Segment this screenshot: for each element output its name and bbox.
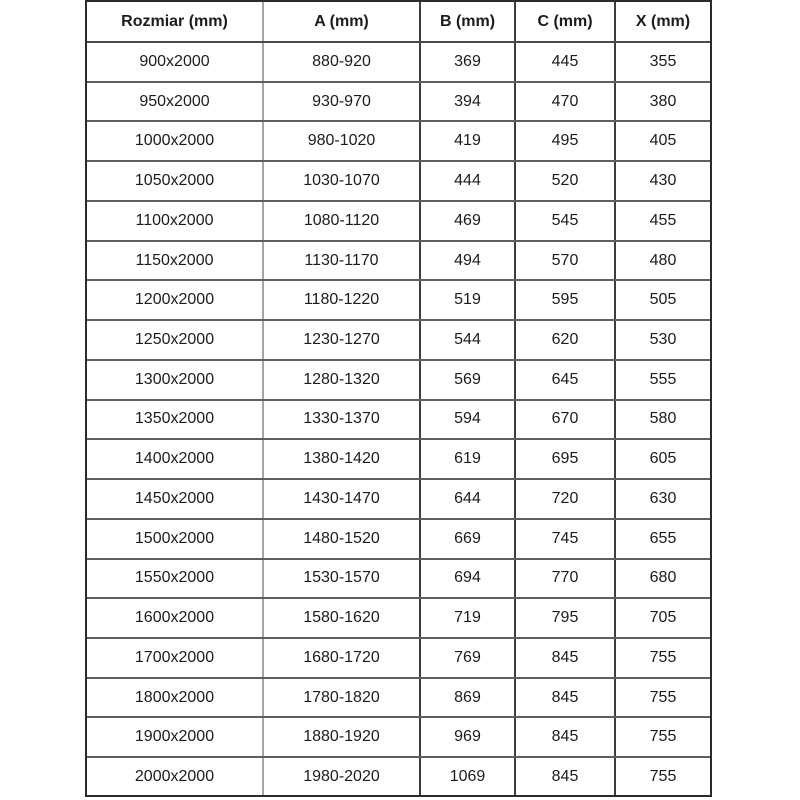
table-row [87,717,710,757]
table-cell: 595 [515,280,615,320]
table-row [87,241,710,281]
table-cell: 1000x2000 [87,121,263,161]
table-cell: 655 [615,519,710,559]
table-cell: 1450x2000 [87,479,263,519]
table-cell: 1900x2000 [87,717,263,757]
table-cell: 580 [615,400,710,440]
table-cell: 969 [420,717,515,757]
header-a: A (mm) [263,2,420,42]
table-row [87,678,710,718]
size-table [87,2,710,795]
table-cell: 1130-1170 [263,241,420,281]
size-table-frame [85,0,712,797]
table-cell: 720 [515,479,615,519]
table-cell: 605 [615,439,710,479]
table-cell: 1780-1820 [263,678,420,718]
table-cell: 630 [615,479,710,519]
table-cell: 694 [420,559,515,599]
table-cell: 670 [515,400,615,440]
table-cell: 544 [420,320,515,360]
table-cell: 480 [615,241,710,281]
table-cell: 695 [515,439,615,479]
table-row [87,439,710,479]
table-row [87,82,710,122]
header-b: B (mm) [420,2,515,42]
table-cell: 1580-1620 [263,598,420,638]
table-cell: 1700x2000 [87,638,263,678]
table-cell: 445 [515,42,615,82]
table-cell: 1050x2000 [87,161,263,201]
table-row [87,559,710,599]
table-row [87,479,710,519]
table-cell: 1150x2000 [87,241,263,281]
table-cell: 594 [420,400,515,440]
table-cell: 444 [420,161,515,201]
table-cell: 619 [420,439,515,479]
table-cell: 355 [615,42,710,82]
table-cell: 669 [420,519,515,559]
header-x: X (mm) [615,2,710,42]
table-cell: 505 [615,280,710,320]
table-cell: 1500x2000 [87,519,263,559]
table-cell: 719 [420,598,515,638]
table-cell: 769 [420,638,515,678]
table-row [87,519,710,559]
table-cell: 1550x2000 [87,559,263,599]
table-row [87,42,710,82]
table-cell: 570 [515,241,615,281]
table-row [87,638,710,678]
table-row [87,201,710,241]
table-cell: 1180-1220 [263,280,420,320]
table-row [87,320,710,360]
header-row [87,2,710,42]
table-cell: 569 [420,360,515,400]
table-cell: 380 [615,82,710,122]
table-cell: 1380-1420 [263,439,420,479]
table-cell: 1800x2000 [87,678,263,718]
table-row [87,280,710,320]
table-cell: 394 [420,82,515,122]
table-cell: 795 [515,598,615,638]
table-cell: 980-1020 [263,121,420,161]
table-cell: 645 [515,360,615,400]
table-row [87,757,710,795]
table-cell: 755 [615,678,710,718]
table-cell: 430 [615,161,710,201]
table-cell: 495 [515,121,615,161]
table-cell: 1069 [420,757,515,795]
table-cell: 755 [615,757,710,795]
table-cell: 419 [420,121,515,161]
table-cell: 1080-1120 [263,201,420,241]
table-cell: 1230-1270 [263,320,420,360]
table-cell: 845 [515,717,615,757]
table-cell: 1400x2000 [87,439,263,479]
table-cell: 1350x2000 [87,400,263,440]
table-cell: 644 [420,479,515,519]
table-cell: 1100x2000 [87,201,263,241]
header-rozmiar: Rozmiar (mm) [87,2,263,42]
table-cell: 1430-1470 [263,479,420,519]
table-cell: 930-970 [263,82,420,122]
table-cell: 1880-1920 [263,717,420,757]
table-cell: 845 [515,678,615,718]
table-row [87,400,710,440]
table-cell: 745 [515,519,615,559]
table-cell: 1200x2000 [87,280,263,320]
table-cell: 620 [515,320,615,360]
table-cell: 845 [515,757,615,795]
table-cell: 1330-1370 [263,400,420,440]
table-row [87,360,710,400]
table-cell: 950x2000 [87,82,263,122]
table-cell: 1530-1570 [263,559,420,599]
table-cell: 520 [515,161,615,201]
table-cell: 880-920 [263,42,420,82]
table-cell: 1680-1720 [263,638,420,678]
table-cell: 1480-1520 [263,519,420,559]
table-cell: 900x2000 [87,42,263,82]
table-row [87,598,710,638]
table-cell: 705 [615,598,710,638]
table-row [87,161,710,201]
table-body [87,42,710,795]
table-cell: 1600x2000 [87,598,263,638]
table-cell: 405 [615,121,710,161]
table-cell: 555 [615,360,710,400]
table-cell: 1280-1320 [263,360,420,400]
table-cell: 845 [515,638,615,678]
table-cell: 494 [420,241,515,281]
table-cell: 470 [515,82,615,122]
table-cell: 1250x2000 [87,320,263,360]
table-cell: 455 [615,201,710,241]
table-cell: 869 [420,678,515,718]
table-cell: 755 [615,638,710,678]
table-cell: 770 [515,559,615,599]
table-cell: 1300x2000 [87,360,263,400]
table-cell: 1980-2020 [263,757,420,795]
table-cell: 519 [420,280,515,320]
table-cell: 1030-1070 [263,161,420,201]
table-cell: 755 [615,717,710,757]
table-cell: 530 [615,320,710,360]
table-cell: 545 [515,201,615,241]
table-cell: 369 [420,42,515,82]
table-row [87,121,710,161]
header-c: C (mm) [515,2,615,42]
table-cell: 680 [615,559,710,599]
table-header [87,2,710,42]
table-cell: 2000x2000 [87,757,263,795]
table-cell: 469 [420,201,515,241]
